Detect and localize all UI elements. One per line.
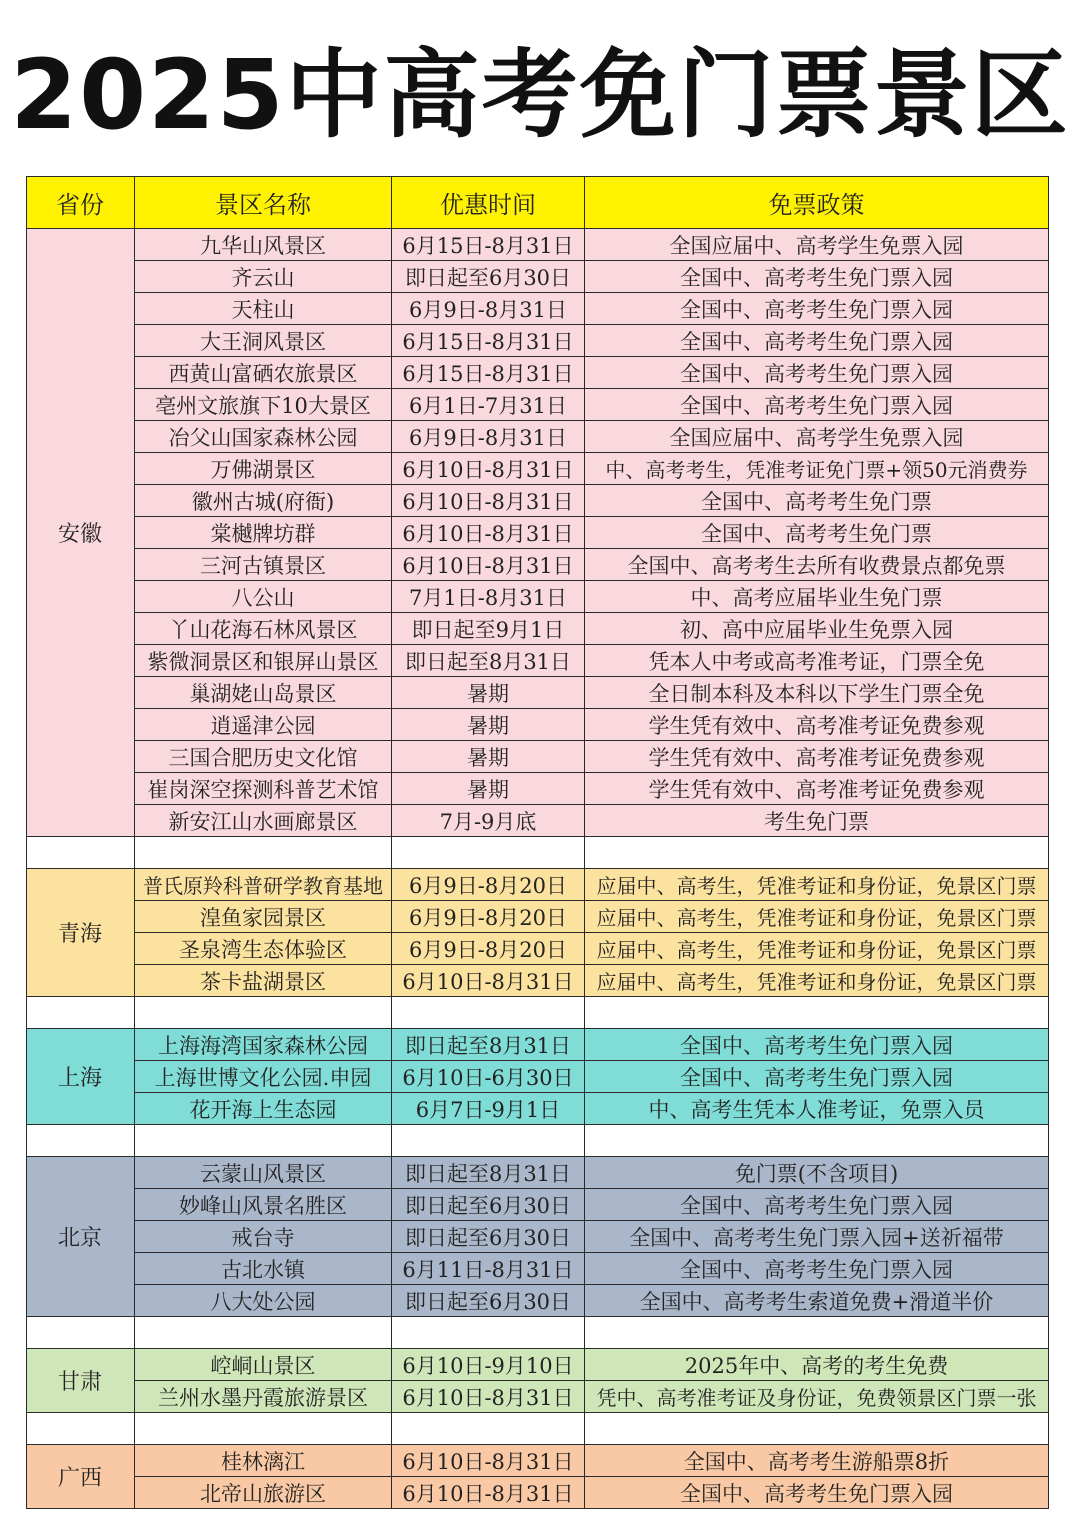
offer-time-cell: 7月-9月底 <box>392 805 585 837</box>
policy-cell: 学生凭有效中、高考准考证免费参观 <box>585 709 1049 741</box>
scenic-name-cell: 北帝山旅游区 <box>135 1477 392 1509</box>
blank-separator-cell <box>392 1317 585 1349</box>
province-cell: 北京 <box>26 1157 135 1317</box>
province-cell: 甘肃 <box>26 1349 135 1413</box>
blank-separator-cell <box>26 997 135 1029</box>
policy-cell: 考生免门票 <box>585 805 1049 837</box>
blank-separator-cell <box>585 1413 1049 1445</box>
policy-cell: 全国中、高考考生免门票入园+送祈福带 <box>585 1221 1049 1253</box>
scenic-name-cell: 亳州文旅旗下10大景区 <box>135 389 392 421</box>
policy-cell: 全国中、高考考生免门票入园 <box>585 1029 1049 1061</box>
province-cell: 广西 <box>26 1445 135 1509</box>
offer-time-cell: 即日起至8月31日 <box>392 645 585 677</box>
scenic-name-cell: 大王洞风景区 <box>135 325 392 357</box>
offer-time-cell: 暑期 <box>392 709 585 741</box>
policy-cell: 全国中、高考考生免门票入园 <box>585 389 1049 421</box>
blank-separator-cell <box>392 997 585 1029</box>
offer-time-cell: 6月10日-8月31日 <box>392 549 585 581</box>
offer-time-cell: 7月1日-8月31日 <box>392 581 585 613</box>
offer-time-cell: 6月10日-8月31日 <box>392 453 585 485</box>
offer-time-cell: 6月10日-8月31日 <box>392 485 585 517</box>
offer-time-cell: 6月10日-9月10日 <box>392 1349 585 1381</box>
policy-cell: 全国中、高考考生免门票入园 <box>585 261 1049 293</box>
header-policy: 免票政策 <box>585 176 1049 229</box>
scenic-name-cell: 兰州水墨丹霞旅游景区 <box>135 1381 392 1413</box>
offer-time-cell: 6月15日-8月31日 <box>392 325 585 357</box>
offer-time-cell: 6月1日-7月31日 <box>392 389 585 421</box>
policy-cell: 初、高中应届毕业生免票入园 <box>585 613 1049 645</box>
blank-separator-cell <box>585 1125 1049 1157</box>
blank-separator-cell <box>135 837 392 869</box>
scenic-name-cell: 上海世博文化公园.申园 <box>135 1061 392 1093</box>
policy-cell: 全日制本科及本科以下学生门票全免 <box>585 677 1049 709</box>
offer-time-cell: 6月10日-8月31日 <box>392 1477 585 1509</box>
scenic-name-cell: 湟鱼家园景区 <box>135 901 392 933</box>
policy-cell: 全国中、高考考生去所有收费景点都免票 <box>585 549 1049 581</box>
policy-cell: 全国应届中、高考学生免票入园 <box>585 421 1049 453</box>
offer-time-cell: 6月7日-9月1日 <box>392 1093 585 1125</box>
offer-time-cell: 即日起至6月30日 <box>392 1221 585 1253</box>
policy-cell: 学生凭有效中、高考准考证免费参观 <box>585 773 1049 805</box>
scenic-name-cell: 八公山 <box>135 581 392 613</box>
offer-time-cell: 6月9日-8月31日 <box>392 421 585 453</box>
scenic-name-cell: 茶卡盐湖景区 <box>135 965 392 997</box>
scenic-name-cell: 圣泉湾生态体验区 <box>135 933 392 965</box>
scenic-name-cell: 巢湖姥山岛景区 <box>135 677 392 709</box>
policy-cell: 全国中、高考考生免门票入园 <box>585 1477 1049 1509</box>
offer-time-cell: 即日起至6月30日 <box>392 261 585 293</box>
policy-cell: 中、高考应届毕业生免门票 <box>585 581 1049 613</box>
offer-time-cell: 6月10日-6月30日 <box>392 1061 585 1093</box>
blank-separator-cell <box>135 1317 392 1349</box>
policy-cell: 全国中、高考考生免门票入园 <box>585 1253 1049 1285</box>
blank-separator-cell <box>392 1413 585 1445</box>
offer-time-cell: 6月10日-8月31日 <box>392 517 585 549</box>
offer-time-cell: 即日起至8月31日 <box>392 1157 585 1189</box>
blank-separator-cell <box>135 1413 392 1445</box>
scenic-name-cell: 古北水镇 <box>135 1253 392 1285</box>
policy-cell: 全国中、高考考生免门票 <box>585 517 1049 549</box>
scenic-name-cell: 上海海湾国家森林公园 <box>135 1029 392 1061</box>
scenic-name-cell: 三国合肥历史文化馆 <box>135 741 392 773</box>
policy-cell: 凭本人中考或高考准考证，门票全免 <box>585 645 1049 677</box>
scenic-name-cell: 云蒙山风景区 <box>135 1157 392 1189</box>
blank-separator-cell <box>135 1125 392 1157</box>
offer-time-cell: 6月9日-8月20日 <box>392 933 585 965</box>
offer-time-cell: 6月9日-8月20日 <box>392 869 585 901</box>
offer-time-cell: 暑期 <box>392 677 585 709</box>
policy-cell: 中、高考生凭本人准考证，免票入员 <box>585 1093 1049 1125</box>
scenic-name-cell: 普氏原羚科普研学教育基地 <box>135 869 392 901</box>
province-cell: 安徽 <box>26 229 135 837</box>
scenic-table <box>26 176 1049 1508</box>
blank-separator-cell <box>26 1317 135 1349</box>
scenic-name-cell: 花开海上生态园 <box>135 1093 392 1125</box>
scenic-name-cell: 戒台寺 <box>135 1221 392 1253</box>
policy-cell: 应届中、高考生，凭准考证和身份证，免景区门票 <box>585 933 1049 965</box>
offer-time-cell: 6月15日-8月31日 <box>392 229 585 261</box>
policy-cell: 全国中、高考考生免门票入园 <box>585 1061 1049 1093</box>
policy-cell: 免门票(不含项目) <box>585 1157 1049 1189</box>
policy-cell: 全国中、高考考生游船票8折 <box>585 1445 1049 1477</box>
scenic-name-cell: 棠樾牌坊群 <box>135 517 392 549</box>
scenic-name-cell: 丫山花海石林风景区 <box>135 613 392 645</box>
offer-time-cell: 暑期 <box>392 741 585 773</box>
policy-cell: 2025年中、高考的考生免费 <box>585 1349 1049 1381</box>
blank-separator-cell <box>135 997 392 1029</box>
offer-time-cell: 即日起至8月31日 <box>392 1029 585 1061</box>
policy-cell: 全国中、高考考生免门票入园 <box>585 1189 1049 1221</box>
policy-cell: 全国中、高考考生索道免费+滑道半价 <box>585 1285 1049 1317</box>
scenic-name-cell: 万佛湖景区 <box>135 453 392 485</box>
scenic-name-cell: 天柱山 <box>135 293 392 325</box>
blank-separator-cell <box>585 1317 1049 1349</box>
blank-separator-cell <box>585 837 1049 869</box>
offer-time-cell: 暑期 <box>392 773 585 805</box>
scenic-name-cell: 崆峒山景区 <box>135 1349 392 1381</box>
policy-cell: 应届中、高考生，凭准考证和身份证，免景区门票 <box>585 869 1049 901</box>
blank-separator-cell <box>392 837 585 869</box>
policy-cell: 全国中、高考考生免门票入园 <box>585 357 1049 389</box>
offer-time-cell: 即日起至6月30日 <box>392 1285 585 1317</box>
offer-time-cell: 即日起至6月30日 <box>392 1189 585 1221</box>
province-cell: 青海 <box>26 869 135 997</box>
province-cell: 上海 <box>26 1029 135 1125</box>
header-time: 优惠时间 <box>392 176 585 229</box>
scenic-name-cell: 紫微洞景区和银屏山景区 <box>135 645 392 677</box>
scenic-name-cell: 崔岗深空探测科普艺术馆 <box>135 773 392 805</box>
scenic-name-cell: 三河古镇景区 <box>135 549 392 581</box>
blank-separator-cell <box>392 1125 585 1157</box>
scenic-name-cell: 九华山风景区 <box>135 229 392 261</box>
header-name: 景区名称 <box>135 176 392 229</box>
scenic-name-cell: 冶父山国家森林公园 <box>135 421 392 453</box>
offer-time-cell: 6月10日-8月31日 <box>392 965 585 997</box>
offer-time-cell: 6月10日-8月31日 <box>392 1445 585 1477</box>
policy-cell: 学生凭有效中、高考准考证免费参观 <box>585 741 1049 773</box>
blank-separator-cell <box>585 997 1049 1029</box>
policy-cell: 全国中、高考考生免门票 <box>585 485 1049 517</box>
scenic-name-cell: 齐云山 <box>135 261 392 293</box>
policy-cell: 凭中、高考准考证及身份证，免费领景区门票一张 <box>585 1381 1049 1413</box>
offer-time-cell: 6月15日-8月31日 <box>392 357 585 389</box>
policy-cell: 全国中、高考考生免门票入园 <box>585 325 1049 357</box>
scenic-name-cell: 妙峰山风景名胜区 <box>135 1189 392 1221</box>
scenic-name-cell: 逍遥津公园 <box>135 709 392 741</box>
scenic-name-cell: 八大处公园 <box>135 1285 392 1317</box>
scenic-name-cell: 徽州古城(府衙) <box>135 485 392 517</box>
offer-time-cell: 6月9日-8月31日 <box>392 293 585 325</box>
blank-separator-cell <box>26 1125 135 1157</box>
policy-cell: 全国应届中、高考学生免票入园 <box>585 229 1049 261</box>
policy-cell: 中、高考考生，凭准考证免门票+领50元消费券 <box>585 453 1049 485</box>
policy-cell: 全国中、高考考生免门票入园 <box>585 293 1049 325</box>
header-province: 省份 <box>26 176 135 229</box>
scenic-name-cell: 西黄山富硒农旅景区 <box>135 357 392 389</box>
policy-cell: 应届中、高考生，凭准考证和身份证，免景区门票 <box>585 901 1049 933</box>
offer-time-cell: 6月11日-8月31日 <box>392 1253 585 1285</box>
page-title: 2025中高考免门票景区 <box>10 39 1070 151</box>
blank-separator-cell <box>26 1413 135 1445</box>
policy-cell: 应届中、高考生，凭准考证和身份证，免景区门票 <box>585 965 1049 997</box>
scenic-name-cell: 新安江山水画廊景区 <box>135 805 392 837</box>
offer-time-cell: 6月10日-8月31日 <box>392 1381 585 1413</box>
offer-time-cell: 6月9日-8月20日 <box>392 901 585 933</box>
scenic-name-cell: 桂林漓江 <box>135 1445 392 1477</box>
offer-time-cell: 即日起至9月1日 <box>392 613 585 645</box>
blank-separator-cell <box>26 837 135 869</box>
